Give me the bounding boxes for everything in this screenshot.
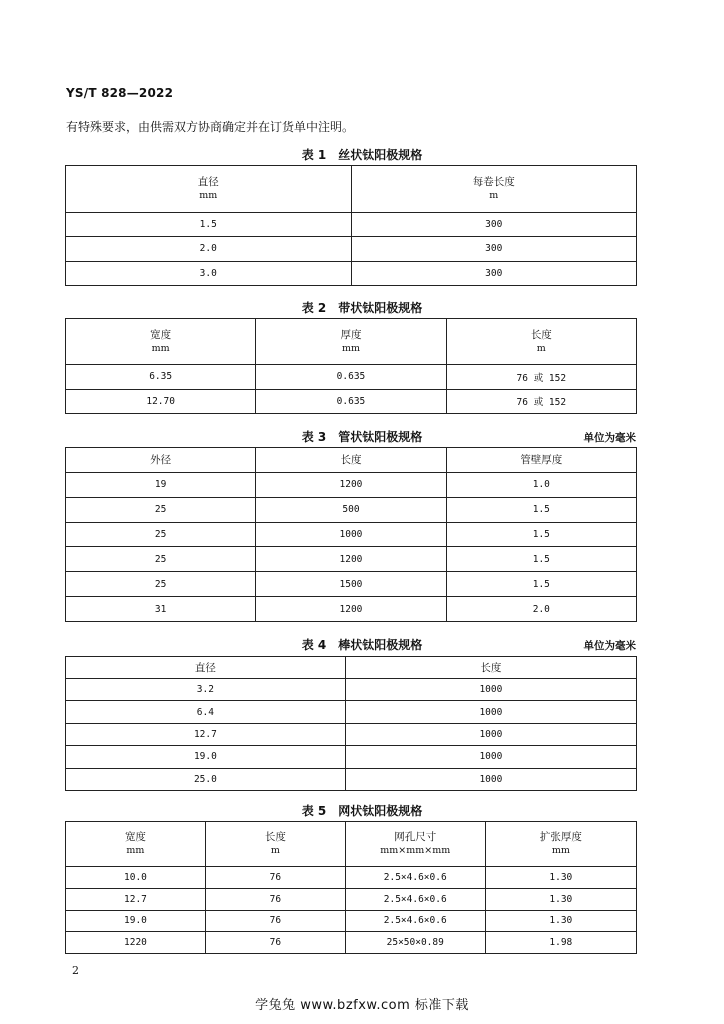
table-row: [66, 768, 637, 790]
table-cell: 76: [205, 888, 345, 910]
table-5: [65, 821, 637, 954]
table-3-header-cell: 外径: [66, 448, 256, 473]
table-cell: 1000: [345, 768, 636, 790]
table-1-header-cell: 直径 mm: [66, 166, 352, 213]
table-cell: 25.0: [66, 768, 346, 790]
table-cell: 1200: [256, 547, 446, 572]
table-5-header-cell: 网孔尺寸 mm×mm×mm: [345, 822, 485, 867]
table-2-header-cell: 厚度 mm: [256, 319, 446, 365]
table-cell: 10.0: [66, 867, 206, 889]
table-cell: 6.35: [66, 365, 256, 390]
table-3-header-cell: 长度: [256, 448, 446, 473]
table-cell: 19.0: [66, 910, 206, 932]
table-row: [66, 597, 637, 622]
table-cell: 76 或 152: [446, 365, 636, 390]
table-cell: 1000: [345, 701, 636, 723]
table-cell: 1200: [256, 473, 446, 498]
table-cell: 31: [66, 597, 256, 622]
table-4-header-row: [66, 657, 637, 679]
table-cell: 2.0: [446, 597, 636, 622]
table-row: [66, 237, 637, 261]
table-cell: 1.30: [485, 888, 636, 910]
table-3-header-cell: 管壁厚度: [446, 448, 636, 473]
table-cell: 1.5: [66, 213, 352, 237]
table-row: [66, 261, 637, 285]
table-4-header-cell: 长度: [345, 657, 636, 679]
table-4: [65, 656, 637, 791]
table-cell: 300: [351, 213, 637, 237]
table-5-header-cell: 宽度 mm: [66, 822, 206, 867]
table-cell: 2.5×4.6×0.6: [345, 888, 485, 910]
table-row: [66, 473, 637, 498]
table-cell: 1000: [256, 522, 446, 547]
table-row: [66, 723, 637, 745]
table-cell: 300: [351, 237, 637, 261]
table-cell: 76 或 152: [446, 389, 636, 414]
table-row: [66, 497, 637, 522]
table-4-unit: 单位为毫米: [583, 640, 636, 652]
table-row: [66, 365, 637, 390]
table-cell: 1.5: [446, 547, 636, 572]
table-5-header-row: [66, 822, 637, 867]
table-1: [65, 165, 637, 286]
table-2-header-cell: 长度 m: [446, 319, 636, 365]
table-cell: 76: [205, 932, 345, 954]
table-2-header-cell: 宽度 mm: [66, 319, 256, 365]
table-cell: 25: [66, 547, 256, 572]
table-2: [65, 318, 637, 414]
table-row: [66, 572, 637, 597]
table-cell: 500: [256, 497, 446, 522]
footer-watermark: 学兔兔 www.bzfxw.com 标准下载: [255, 998, 469, 1013]
table-cell: 1.98: [485, 932, 636, 954]
table-cell: 12.7: [66, 723, 346, 745]
table-cell: 1.5: [446, 522, 636, 547]
table-cell: 76: [205, 910, 345, 932]
table-cell: 1000: [345, 746, 636, 768]
table-2-header-row: [66, 319, 637, 365]
table-1-title: 表 1 丝状钛阳极规格: [301, 148, 423, 162]
table-cell: 25×50×0.89: [345, 932, 485, 954]
table-5-header-cell: 扩张厚度 mm: [485, 822, 636, 867]
table-cell: 12.70: [66, 389, 256, 414]
table-3-title: 表 3 管状钛阳极规格: [301, 430, 423, 444]
table-cell: 300: [351, 261, 637, 285]
table-1-header-row: [66, 166, 637, 213]
table-row: [66, 910, 637, 932]
table-3-header-row: [66, 448, 637, 473]
table-1-header-cell: 每卷长度 m: [351, 166, 637, 213]
table-row: [66, 522, 637, 547]
table-cell: 1.0: [446, 473, 636, 498]
table-4-header-cell: 直径: [66, 657, 346, 679]
table-3: [65, 447, 637, 622]
table-row: [66, 547, 637, 572]
table-cell: 25: [66, 572, 256, 597]
table-cell: 25: [66, 497, 256, 522]
table-row: [66, 213, 637, 237]
table-row: [66, 746, 637, 768]
table-2-title: 表 2 带状钛阳极规格: [301, 301, 423, 315]
table-cell: 2.5×4.6×0.6: [345, 867, 485, 889]
table-cell: 1000: [345, 679, 636, 701]
page-number: 2: [72, 964, 79, 977]
table-cell: 1.5: [446, 572, 636, 597]
table-5-header-cell: 长度 m: [205, 822, 345, 867]
table-row: [66, 701, 637, 723]
table-row: [66, 679, 637, 701]
table-cell: 3.2: [66, 679, 346, 701]
table-cell: 6.4: [66, 701, 346, 723]
table-row: [66, 932, 637, 954]
intro-text: 有特殊要求，由供需双方协商确定并在订货单中注明。: [66, 120, 355, 134]
table-4-title: 表 4 棒状钛阳极规格: [301, 638, 423, 652]
table-3-unit: 单位为毫米: [583, 432, 636, 444]
table-cell: 1200: [256, 597, 446, 622]
table-cell: 19.0: [66, 746, 346, 768]
table-cell: 1000: [345, 723, 636, 745]
table-cell: 0.635: [256, 365, 446, 390]
table-cell: 2.5×4.6×0.6: [345, 910, 485, 932]
table-cell: 1.30: [485, 867, 636, 889]
table-5-title: 表 5 网状钛阳极规格: [301, 804, 423, 818]
table-cell: 0.635: [256, 389, 446, 414]
table-cell: 3.0: [66, 261, 352, 285]
table-cell: 1.5: [446, 497, 636, 522]
table-cell: 25: [66, 522, 256, 547]
table-cell: 2.0: [66, 237, 352, 261]
table-row: [66, 867, 637, 889]
table-row: [66, 888, 637, 910]
table-cell: 19: [66, 473, 256, 498]
table-cell: 12.7: [66, 888, 206, 910]
standard-code: YS/T 828—2022: [66, 86, 174, 100]
table-cell: 1220: [66, 932, 206, 954]
table-cell: 1500: [256, 572, 446, 597]
table-cell: 1.30: [485, 910, 636, 932]
table-cell: 76: [205, 867, 345, 889]
table-row: [66, 389, 637, 414]
